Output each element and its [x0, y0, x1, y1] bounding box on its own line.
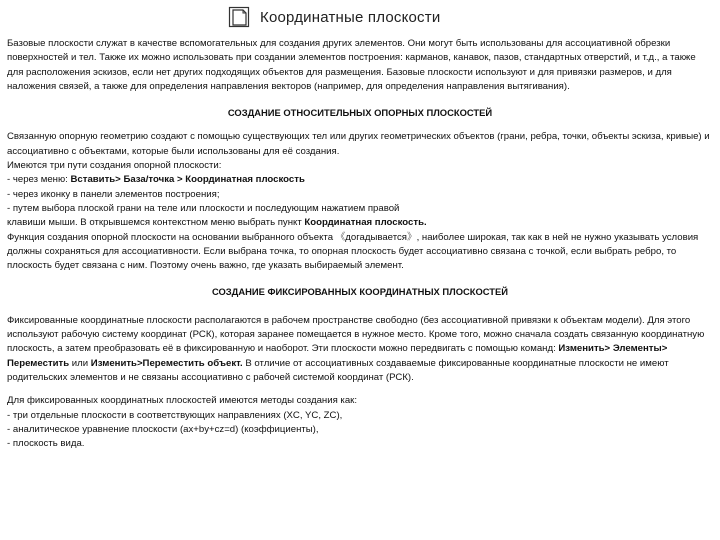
- method-face-line1: - путем выбора плоской грани на теле или плоскости и последующим нажатием правой: [7, 202, 400, 214]
- method-menu-prefix: - через меню:: [7, 174, 71, 186]
- method-menu-path: Вставить> База/точка > Координатная плоскость: [70, 174, 305, 186]
- title-bar: [228, 4, 440, 30]
- intro-paragraph: Базовые плоскости служат в качестве вспомогательных для создания других элементов. Они могут быть использованы для ассоциативной обрезки поверхностей и тел. Также их можно использовать при создании элементов построения: карманов, канавок, пазов, стандартных отверстий, и т.д., а также для расположения эскизов, если нет других подходящих объектов для размещения. Базовые плоскости используют и для привязки размеров, и для наложения связей, а также для определения направления векторов (например, для определения направления вытягивания).: [7, 38, 696, 92]
- document-body: [7, 37, 713, 451]
- section-heading-fixed: СОЗДАНИЕ ФИКСИРОВАННЫХ КООРДИНАТНЫХ ПЛОСКОСТЕЙ: [211, 286, 509, 298]
- method-face-line2: [7, 216, 713, 230]
- method-menu: [7, 173, 713, 187]
- section1-paragraph-1: Связанную опорную геометрию создают с помощью существующих тел или других геометрических объектов (грани, ребра, точки, объекты эскиза, кривые) и ассоциативно с объектами, которые были использованы для её создания.: [7, 131, 710, 157]
- list-item-view-plane: - плоскость вида.: [7, 438, 85, 450]
- page-title: Координатные плоскости: [260, 8, 441, 26]
- list-item-planes: - три отдельные плоскости в соответствующих направлениях (XC, YC, ZC),: [7, 409, 343, 421]
- section2-p1-tail: В отличие от ассоциативных создаваемые фиксированные координатные плоскости не имеют родительских элементов и не связаны ассоциативно с рабочей системой координат (РСК).: [7, 357, 669, 383]
- list-item-equation: - аналитическое уравнение плоскости (ax+by+cz=d) (коэффициенты),: [7, 423, 319, 435]
- section2-paragraph-2: Для фиксированных координатных плоскостей имеются методы создания как:: [7, 395, 358, 407]
- section2-p1-or: или: [69, 357, 91, 369]
- method-face-item: Координатная плоскость.: [304, 217, 427, 229]
- section2-paragraph-1: [7, 314, 713, 385]
- method-icon: - через иконку в панели элементов построения;: [7, 188, 220, 200]
- section1-paragraph-2: Имеются три пути создания опорной плоскости:: [7, 160, 222, 172]
- section2-p1-text: Фиксированные координатные плоскости располагаются в рабочем пространстве свободно (без ассоциативной привязки к объектам модели). Для этого используют рабочую систему координат (РСК), которая заранее помещается в нужное место. Кроме того, можно сначала создать связанную координатную плоскость, а затем преобразовать её в фиксированную и наоборот. Эти плоскости можно передвигать с помощью команд:: [7, 314, 705, 355]
- method-face-text: клавиши мыши. В открывшемся контекстном меню выбрать пункт: [7, 217, 305, 229]
- section-heading-relative: СОЗДАНИЕ ОТНОСИТЕЛЬНЫХ ОПОРНЫХ ПЛОСКОСТЕЙ: [227, 107, 493, 119]
- command-move: Изменить> Элементы> Переместить: [7, 343, 668, 369]
- section1-paragraph-3: Функция создания опорной плоскости на основании выбранного объекта 《догадывается》, наиболее широкая, так как в ней не нужно указывать условия должны сохраняться для ассоциативности. Если выбрана точка, то опорная плоскость будет ассоциативно связана с точкой, если выбрать ребро, то плоскость будет связана с ним. Поэтому очень важно, где указать выбираемый элемент.: [7, 231, 699, 272]
- document-icon: [228, 6, 250, 28]
- command-move-object: Изменить>Переместить объект.: [90, 357, 243, 369]
